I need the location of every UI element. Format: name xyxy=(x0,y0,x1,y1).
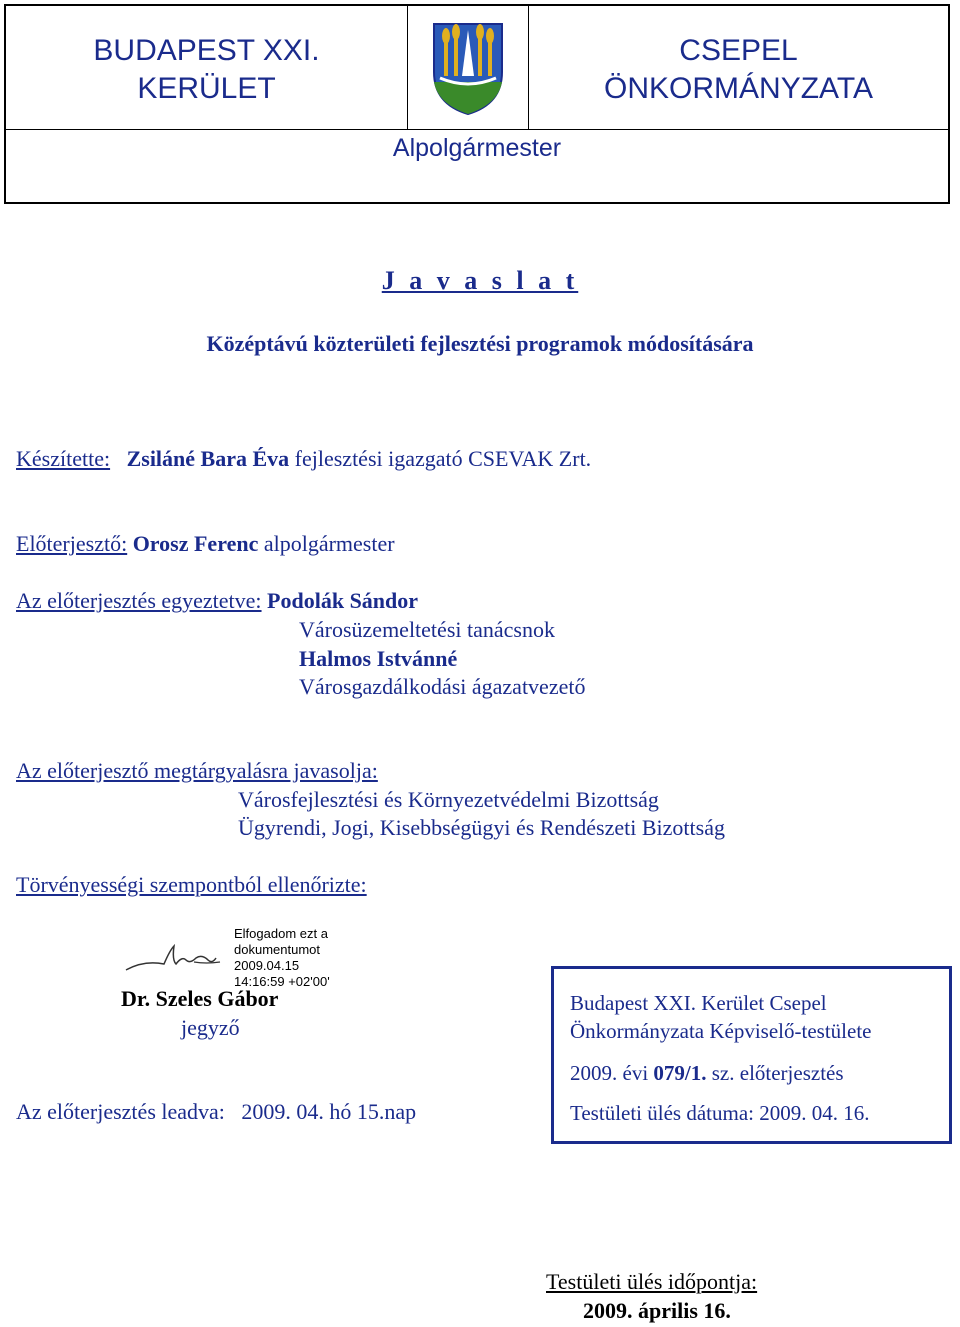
prepared-by-role: fejlesztési igazgató CSEVAK Zrt. xyxy=(294,446,592,471)
info-box-line-3 xyxy=(570,1061,844,1086)
office-subtitle: Alpolgármester xyxy=(392,134,562,162)
coat-of-arms-icon xyxy=(430,20,506,116)
agreed-name-2: Halmos Istvánné xyxy=(299,646,458,671)
agreed-role-2: Városgazdálkodási ágazatvezető xyxy=(299,674,586,699)
info-box-year: 2009. évi xyxy=(570,1061,649,1085)
prepared-by-row xyxy=(16,446,591,472)
prepared-by-name: Zsiláné Bara Éva xyxy=(126,446,290,471)
letterhead-right-cell xyxy=(528,6,948,130)
letterhead-crest-cell xyxy=(408,6,528,130)
proposed-label: Az előterjesztő megtárgyalásra javasolja: xyxy=(16,758,378,783)
agreed-name-1: Podolák Sándor xyxy=(267,588,419,613)
info-box-number: 079/1. xyxy=(653,1061,707,1085)
sig-line-2: dokumentumot xyxy=(234,942,320,957)
district-line-2: KERÜLET xyxy=(137,72,276,105)
meeting-date: 2009. április 16. xyxy=(583,1298,731,1323)
committee-2: Ügyrendi, Jogi, Kisebbségügyi és Rendészeti Bizottság xyxy=(238,815,725,840)
document-subtitle: Középtávú közterületi fejlesztési programok módosítására xyxy=(206,331,754,356)
agreed-row xyxy=(16,588,418,614)
agreed-role-1: Városüzemeltetési tanácsnok xyxy=(299,617,555,642)
letterhead-left-cell xyxy=(6,6,408,130)
meeting-time-label: Testületi ülés időpontja: xyxy=(546,1269,758,1294)
submitted-row xyxy=(16,1099,416,1125)
presenter-label: Előterjesztő: xyxy=(16,531,128,556)
sig-line-4: 14:16:59 +02'00' xyxy=(234,974,330,989)
committee-1: Városfejlesztési és Környezetvédelmi Bizottság xyxy=(238,787,659,812)
submitted-date: 2009. 04. hó 15.nap xyxy=(241,1099,417,1124)
digital-signature-stamp xyxy=(234,926,330,990)
agreed-label: Az előterjesztés egyeztetve: xyxy=(16,588,262,613)
handwritten-signature-icon xyxy=(124,940,224,976)
prepared-by-label: Készítette: xyxy=(16,446,111,471)
info-box-line-1: Budapest XXI. Kerület Csepel xyxy=(570,991,827,1015)
signer-role: jegyző xyxy=(181,1015,240,1040)
presenter-role: alpolgármester xyxy=(263,531,395,556)
municipality-title xyxy=(529,6,948,108)
district-title xyxy=(6,6,407,108)
signer-name: Dr. Szeles Gábor xyxy=(121,986,279,1011)
info-box-line-2: Önkormányzata Képviselő-testülete xyxy=(570,1019,872,1043)
sig-line-3: 2009.04.15 xyxy=(234,958,300,973)
proposal-info-box xyxy=(551,966,952,1144)
district-line-1: BUDAPEST XXI. xyxy=(93,34,320,67)
document-title: J a v a s l a t xyxy=(381,266,579,295)
letterhead xyxy=(4,4,950,204)
municipality-line-2: ÖNKORMÁNYZATA xyxy=(604,72,873,105)
municipality-line-1: CSEPEL xyxy=(679,34,798,67)
presenter-name: Orosz Ferenc xyxy=(132,531,259,556)
presenter-row xyxy=(16,531,395,557)
info-box-suffix: sz. előterjesztés xyxy=(711,1061,844,1085)
submitted-label: Az előterjesztés leadva: xyxy=(16,1099,225,1124)
info-box-line-4: Testületi ülés dátuma: 2009. 04. 16. xyxy=(570,1101,870,1125)
sig-line-1: Elfogadom ezt a xyxy=(234,926,328,941)
legal-check-label: Törvényességi szempontból ellenőrizte: xyxy=(16,872,367,897)
